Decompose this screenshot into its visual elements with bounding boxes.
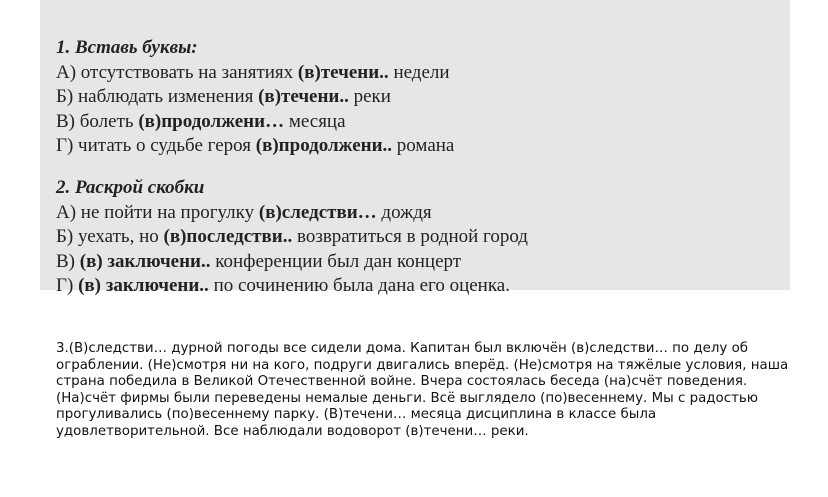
item-suffix: месяца	[284, 110, 346, 132]
item-bold-word: (в)последстви..	[163, 226, 293, 247]
item-suffix: реки	[348, 86, 391, 107]
task-1	[56, 36, 454, 159]
item-prefix: Б) наблюдать изменения	[56, 86, 259, 107]
item-bold-word: (в) заключени..	[79, 250, 211, 272]
task-2-heading: 2. Раскрой скобки	[56, 177, 205, 198]
task-2-item-c	[56, 250, 528, 275]
item-suffix: возвратиться в родной город	[292, 226, 528, 247]
item-prefix: Г) читать о судьбе героя	[56, 135, 256, 156]
item-bold-word: (в)течени..	[297, 61, 389, 83]
item-prefix: Г)	[56, 275, 79, 296]
item-suffix: дождя	[376, 201, 432, 223]
item-bold-word: (в) заключени..	[78, 275, 209, 296]
task-3-paragraph: 3.(В)следстви… дурной погоды все сидели дома. Капитан был включён (в)следстви… по делу об ограблении. (Не)смотря ни на кого, подруги двигались вперёд. (Не)смотря на тяжёлые условия, наша страна победила в Великой Отечественной войне. Вчера состоялась беседа (на)счёт поведения. (На)счёт фирмы были переведены немалые деньги. Всё выглядело (по)весеннему. Мы с радостью прогуливались (по)весеннему парку. (В)течени… месяца дисциплина в классе была удовлетворительной. Все наблюдали водоворот (в)течени… реки.	[56, 341, 789, 439]
task-2	[56, 176, 528, 299]
task-1-item-d	[56, 134, 454, 159]
item-prefix: В) болеть	[56, 110, 139, 132]
task-1-item-c	[56, 110, 454, 135]
task-2-item-b	[56, 225, 528, 250]
item-bold-word: (в)продолжени…	[138, 110, 285, 132]
item-suffix: романа	[392, 135, 455, 156]
task-1-item-b	[56, 85, 454, 110]
item-prefix: А) не пойти на прогулку	[56, 201, 259, 223]
item-suffix: по сочинению была дана его оценка.	[208, 275, 510, 296]
item-bold-word: (в)продолжени..	[255, 135, 393, 156]
item-suffix: конференции был дан концерт	[210, 250, 462, 272]
item-prefix: А) отсутствовать на занятиях	[56, 61, 298, 83]
item-bold-word: (в)следстви…	[258, 201, 377, 223]
task-2-item-d	[56, 274, 528, 299]
task-1-item-a	[56, 61, 454, 86]
item-prefix: В)	[56, 250, 80, 272]
task-1-heading: 1. Вставь буквы:	[56, 37, 198, 58]
item-suffix: недели	[388, 61, 450, 83]
item-prefix: Б) уехать, но	[56, 226, 164, 247]
item-bold-word: (в)течени..	[258, 86, 349, 107]
task-2-item-a	[56, 201, 528, 226]
